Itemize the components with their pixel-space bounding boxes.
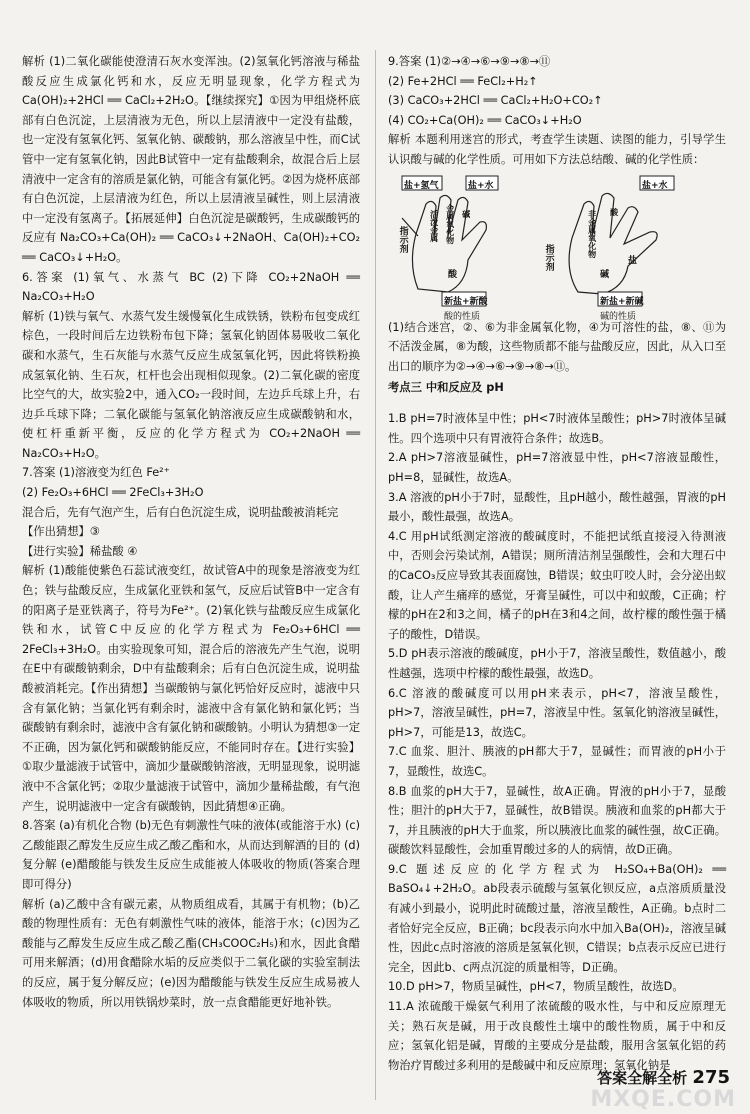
left-paragraph: 【进行实验】稀盐酸 ④: [22, 544, 138, 558]
right2-paragraph: 4.C 用pH试纸测定溶液的酸碱度时，不能把试纸直接浸入待测液中，否则会污染试剂，A错误；厕所清洁剂呈强酸性，会和大理石中的CaCO₃反应导致其表面腐蚀，B错误；蚊虫叮咬人时，会分泌出蚁酸，让人产生痛痒的感觉，牙膏呈碱性，可以中和蚁酸，C正确；柠檬的pH在2和3之间，橘子的pH在3和4之间，故柠檬的酸性强于橘子的酸性，D错误。: [388, 529, 726, 641]
base-finger-1: 非金属氧化物: [587, 209, 597, 258]
column-divider: [375, 50, 376, 1100]
acid-bottom-label: 新盐+新酸: [444, 296, 488, 307]
left-paragraph: 解析 (a)乙酸中含有碳元素，从物质组成看，其属于有机物；(b)乙酸的物理性质有：无色有刺激性气味的液体，能溶于水；(c)因为乙酸能与乙醇发生反应生成乙酸乙酯(CH₃COOC₂H₅)和水，因此食醋可用来解酒；(d)用食醋除水垢的反应类似于二氧化碳的实验室制法的反应，属于复分解反应；(e)因为醋酸能与铁发生反应生成易被人体吸收的物质，所以用铁锅炒菜时，放一点食醋能更好地补铁。: [22, 897, 360, 1009]
left-paragraph: 解析 (1)二氧化碳能使澄清石灰水变浑浊。(2)氢氧化钙溶液与稀盐酸反应生成氯化钙和水，反应无明显现象，化学方程式为 Ca(OH)₂+2HCl ══ CaCl₂+2H₂O。【继续探究】①因为甲组烧杯底部有白色沉淀，上层清液为无色，所以上层清液中一定没有盐酸，也一定没有氢氧化钙、氢氧化钠、碳酸钠，那么溶液呈中性，而C试管中一定有氢氧化钠，因此B试管中一定有盐酸剩余，故混合后上层清液中一定含有的溶质是氯化钠，可能含有氯化钙。②因为烧杯底部有白色沉淀，上层清液为红色，所以上层清液呈碱性，则上层清液中一定没有氢离子。【拓展延伸】白色沉淀是碳酸钙，生成碳酸钙的反应有 Na₂CO₃+Ca(OH)₂ ══ CaCO₃↓+2NaOH、Ca(OH)₂+CO₂ ══ CaCO₃↓+H₂O。: [22, 55, 360, 264]
base-palm-label: 碱: [600, 269, 610, 280]
right2-paragraph: 7.C 血浆、胆汁、胰液的pH都大于7，显碱性；而胃液的pH小于7，显酸性，故选C。: [388, 745, 726, 778]
left-paragraph: 8.答案 (a)有机化合物 (b)无色有刺激性气味的液体(或能溶于水) (c)乙酸能跟乙醇发生反应生成乙酸乙酯和水，从而达到解酒的目的 (d)复分解 (e)醋酸能与铁发生反应生成能被人体吸收的物质(答案合理即可得分): [22, 819, 360, 891]
left-paragraph: 解析 (1)铁与氧气、水蒸气发生缓慢氧化生成铁锈，铁粉布包变成红棕色，一段时间后左边铁粉布包下降；氢氧化钠固体易吸收二氧化碳和水蒸气，生石灰能与水蒸气反应生成氢氧化钙，因此将铁粉换成氢氧化钠、生石灰，杠杆也会出现相似现象。(2)二氧化碳的密度比空气的大，故实验2中，通入CO₂一段时间，左边乒乓球上升，右边乒乓球下降；二氧化碳能与氢氧化钠溶液反应生成碳酸钠和水，使杠杆重新平衡，反应的化学方程式为 CO₂+2NaOH ══ Na₂CO₃+H₂O。: [22, 309, 360, 460]
right2-paragraph: 2.A pH>7溶液显碱性，pH=7溶液显中性，pH<7溶液显酸性，pH=8，显碱性，故选A。: [388, 451, 726, 485]
footer-label: 答案全解全析: [597, 1069, 688, 1087]
base-caption: 碱的性质: [600, 311, 637, 322]
right2-paragraph: 11.A 浓硫酸干燥氨气利用了浓硫酸的吸水性，与中和反应原理无关；熟石灰是碱，用于改良酸性土壤中的酸性物质，属于中和反应；氢氧化铝是碱，胃酸的主要成分是盐酸，服用含氢氧化铝的药物治疗胃酸过多利用的是酸碱中和反应原理；氢氧化钠是: [388, 1000, 726, 1072]
acid-thumb-label: 指示剂: [397, 225, 408, 253]
base-top-label: 盐+水: [642, 180, 668, 191]
left-column: [22, 52, 360, 1012]
right-paragraph: 解析 本题利用迷宫的形式，考查学生读题、读图的能力，引导学生认识酸与碱的化学性质。可用如下方法总结酸、碱的化学性质：: [388, 133, 726, 166]
right2-paragraph: 8.B 血浆的pH大于7，显碱性，故A正确。胃液的pH小于7，显酸性；胆汁的pH大于7，显碱性，故B错误。胰液和血浆的pH都大于7，并且胰液的pH大于血浆，所以胰液比血浆的碱性强，故C正确。碳酸饮料显酸性，会加重胃酸过多的人的病情，故D正确。: [388, 784, 726, 857]
right2-paragraph: 3.A 溶液的pH小于7时，显酸性，且pH越小，酸性越强，胃液的pH最小，酸性最强，故选A。: [388, 490, 726, 524]
page-footer: [597, 1067, 730, 1088]
right-column-bottom: [388, 318, 726, 1076]
right2-paragraph: 1.B pH=7时液体呈中性；pH<7时液体呈酸性；pH>7时液体呈碱性。四个选项中只有胃液符合条件；故选B。: [388, 412, 726, 445]
acid-caption: 酸的性质: [444, 311, 481, 322]
left-paragraph: 解析 (1)酸能使紫色石蕊试液变红，故试管A中的现象是溶液变为红色；铁与盐酸反应，生成氯化亚铁和氢气，反应后试管B中一定含有的阳离子是亚铁离子，符号为Fe²⁺。(2)氧化铁与盐酸反应生成氯化铁和水，试管C中反应的化学方程式为 Fe₂O₃+6HCl ══ 2FeCl₃+3H₂O。由实验现象可知，混合后的溶液先产生气泡，说明在E中有碳酸钠剩余，D中有盐酸剩余；后有白色沉淀生成，说明盐酸被消耗完。【作出猜想】当碳酸钠与氯化钙恰好反应时，滤液中只含有氯化钠；当氯化钙有剩余时，滤液中含有氯化钠和氯化钙；当碳酸钠有剩余时，滤液中含有氯化钠和碳酸钠。小明认为猜想③一定不正确，因为氯化钙和碳酸钠能反应，不能同时存在。【进行实验】①取少量滤液于试管中，滴加少量碳酸钠溶液，无明显现象，说明滤液中不含氯化钙；②取少量滤液于试管中，滴加少量稀盐酸，有气泡产生，说明滤液中一定含有碳酸钠，因此猜想④正确。: [22, 564, 360, 813]
acid-top2-label: 盐+水: [468, 180, 494, 191]
right2-paragraph: (1)结合迷宫，②、⑥为非金属氧化物，④为可溶性的盐，⑧、⑪为不活泼金属，⑧为酸，这些物质都不能与盐酸反应，因此，从入口至出口的顺序为②→④→⑥→⑨→⑧→⑪。: [388, 320, 726, 373]
acid-base-diagram: [388, 174, 726, 322]
page-number: 275: [692, 1067, 730, 1088]
acid-finger-1: 活泼金属: [429, 209, 439, 242]
right2-paragraph: 6.C 溶液的酸碱度可以用pH来表示，pH<7，溶液呈酸性，pH>7，溶液呈碱性，pH=7，溶液呈中性。氢氧化钠溶液呈碱性，pH>7，可能是13，故选C。: [388, 686, 726, 739]
acid-top1-label: 盐+氢气: [404, 180, 439, 191]
right-paragraph: 9.答案 (1)②→④→⑥→⑨→⑧→⑪: [388, 55, 551, 68]
right-paragraph: (3) CaCO₃+2HCl ══ CaCl₂+H₂O+CO₂↑: [388, 94, 603, 108]
right2-paragraph: 9.C 题述反应的化学方程式为 H₂SO₄+Ba(OH)₂ ══ BaSO₄↓+2H₂O。ab段表示硫酸与氢氧化钡反应，a点溶质质量没有减小到最小，说明此时硫酸过量，溶液呈酸性，A正确。b点时二者恰好完全反应，B正确；bc段表示向水中加入Ba(OH)₂，溶液呈碱性，因此c点时溶液的溶质是氢氧化钡，C错误；b点表示反应已进行完全，因此b、c两点沉淀的质量相等，D正确。: [388, 862, 726, 974]
left-paragraph: 混合后，先有气泡产生，后有白色沉淀生成，说明盐酸被消耗完: [22, 505, 339, 519]
base-salt-label: 盐: [628, 255, 638, 266]
right2-paragraph: 10.D pH>7，物质呈碱性，pH<7，物质呈酸性，故选D。: [388, 980, 684, 994]
right-paragraph: (2) Fe+2HCl ══ FeCl₂+H₂↑: [388, 74, 538, 88]
left-paragraph: 6.答案 (1)氧气、水蒸气 BC (2)下降 CO₂+2NaOH ══ Na₂CO₃+H₂O: [22, 270, 360, 304]
acid-palm-label: 酸: [448, 269, 458, 280]
acid-finger-2: 金属氧化物: [445, 203, 455, 244]
left-paragraph: 【作出猜想】③: [22, 525, 100, 539]
right2-paragraph: 考点三 中和反应及 pH: [388, 381, 504, 395]
right2-paragraph: 5.D pH表示溶液的酸碱度，pH小于7，溶液呈酸性，数值越小，酸性越强，选项中柠檬的酸性最强，故选D。: [388, 647, 726, 680]
left-paragraph: (2) Fe₂O₃+6HCl ══ 2FeCl₃+3H₂O: [22, 486, 204, 500]
left-paragraph: 7.答案 (1)溶液变为红色 Fe²⁺: [22, 466, 170, 480]
acid-finger-3: 碱: [461, 209, 471, 218]
base-thumb-label: 指示剂: [543, 243, 554, 271]
watermark: MXQE.COM: [590, 1087, 736, 1112]
base-bottom-label: 新盐+新碱: [600, 296, 644, 307]
right-column: [388, 52, 726, 1075]
base-finger-2: 酸: [609, 207, 619, 216]
right-column-top: [388, 52, 726, 170]
right-paragraph: (4) CO₂+Ca(OH)₂ ══ CaCO₃↓+H₂O: [388, 113, 582, 127]
